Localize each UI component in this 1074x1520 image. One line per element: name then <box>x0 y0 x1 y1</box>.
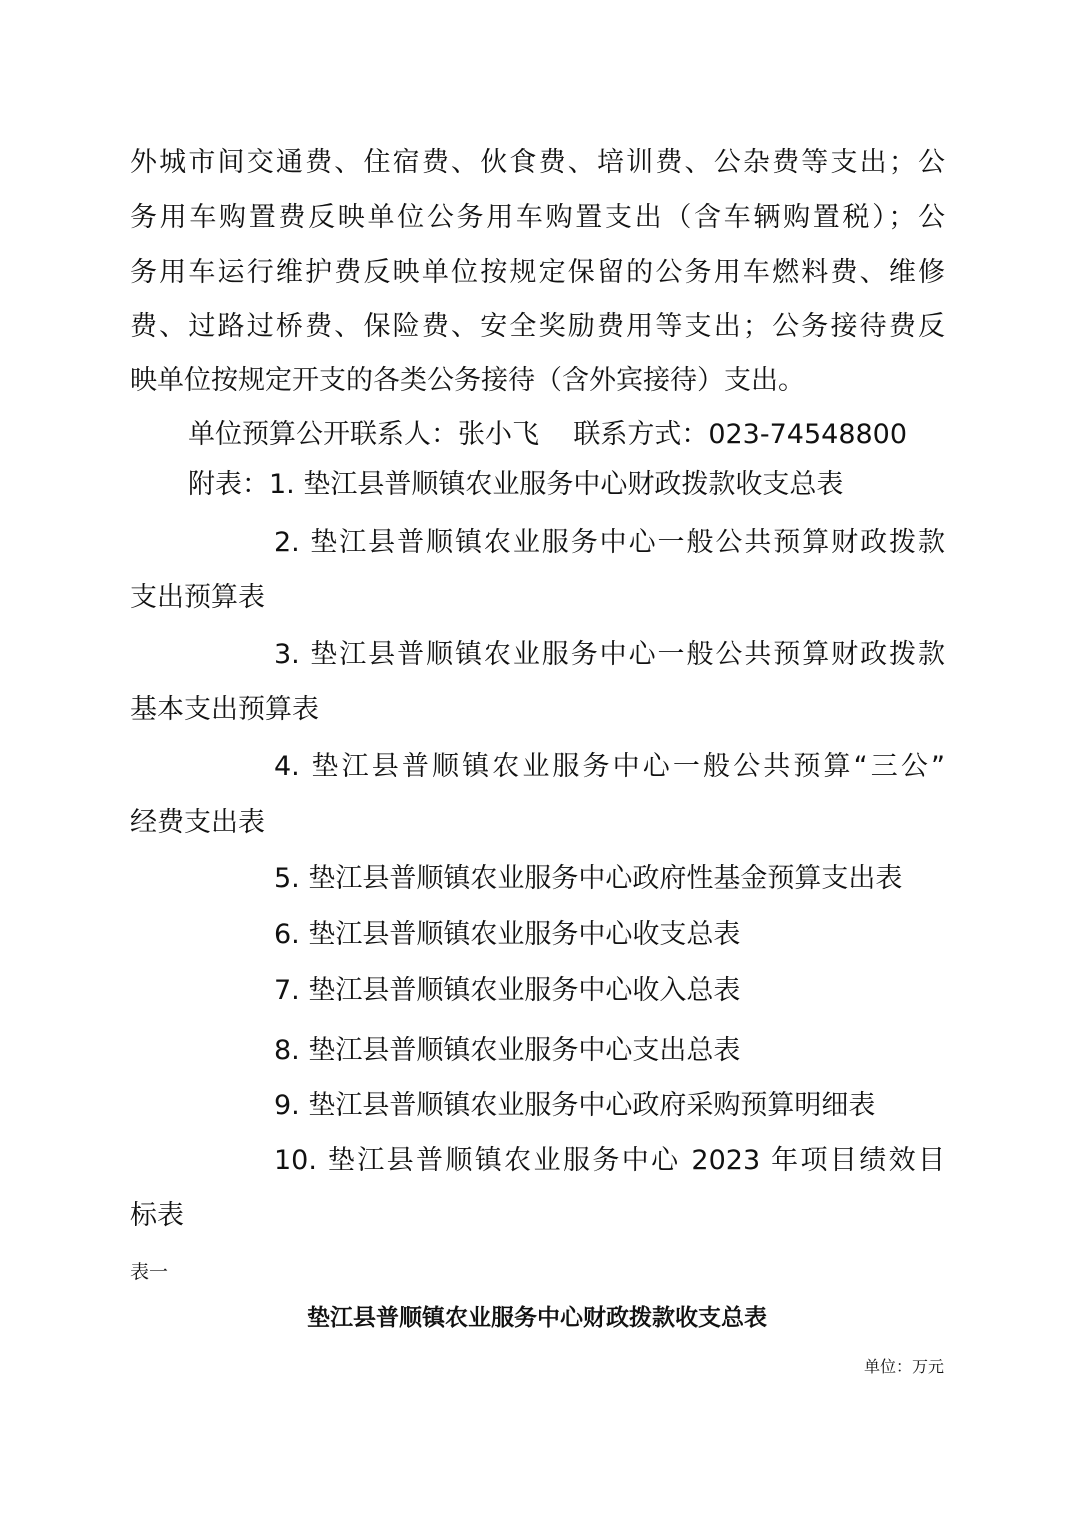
annex-item-2: 2. 垫江县普顺镇农业服务中心一般公共预算财政拨款 <box>274 527 945 558</box>
annex-item-10-cont: 标表 <box>130 1200 184 1231</box>
contact-info: 单位预算公开联系人：张小飞 联系方式：023-74548800 <box>188 419 908 450</box>
body-line: 映单位按规定开支的各类公务接待（含外宾接待）支出。 <box>130 365 805 396</box>
annex-label: 附表：1. 垫江县普顺镇农业服务中心财政拨款收支总表 <box>188 469 844 500</box>
annex-item-4-cont: 经费支出表 <box>130 807 265 838</box>
table-number: 表一 <box>130 1261 169 1283</box>
annex-item-5: 5. 垫江县普顺镇农业服务中心政府性基金预算支出表 <box>274 863 903 894</box>
annex-item-7: 7. 垫江县普顺镇农业服务中心收入总表 <box>274 975 741 1006</box>
body-line: 外城市间交通费、住宿费、伙食费、培训费、公杂费等支出；公 <box>130 147 945 178</box>
annex-item-9: 9. 垫江县普顺镇农业服务中心政府采购预算明细表 <box>274 1090 876 1121</box>
body-line: 务用车运行维护费反映单位按规定保留的公务用车燃料费、维修 <box>130 257 945 288</box>
annex-item-6: 6. 垫江县普顺镇农业服务中心收支总表 <box>274 919 741 950</box>
table-title: 垫江县普顺镇农业服务中心财政拨款收支总表 <box>307 1305 767 1331</box>
annex-item-10: 10. 垫江县普顺镇农业服务中心 2023 年项目绩效目 <box>274 1145 945 1176</box>
annex-item-3: 3. 垫江县普顺镇农业服务中心一般公共预算财政拨款 <box>274 639 945 670</box>
annex-item-8: 8. 垫江县普顺镇农业服务中心支出总表 <box>274 1035 741 1066</box>
body-line: 务用车购置费反映单位公务用车购置支出（含车辆购置税）；公 <box>130 202 945 233</box>
body-line: 费、过路过桥费、保险费、安全奖励费用等支出；公务接待费反 <box>130 311 945 342</box>
unit-label: 单位：万元 <box>863 1357 944 1376</box>
annex-item-3-cont: 基本支出预算表 <box>130 694 319 725</box>
annex-item-4: 4. 垫江县普顺镇农业服务中心一般公共预算“三公” <box>274 751 945 782</box>
annex-item-2-cont: 支出预算表 <box>130 582 265 613</box>
